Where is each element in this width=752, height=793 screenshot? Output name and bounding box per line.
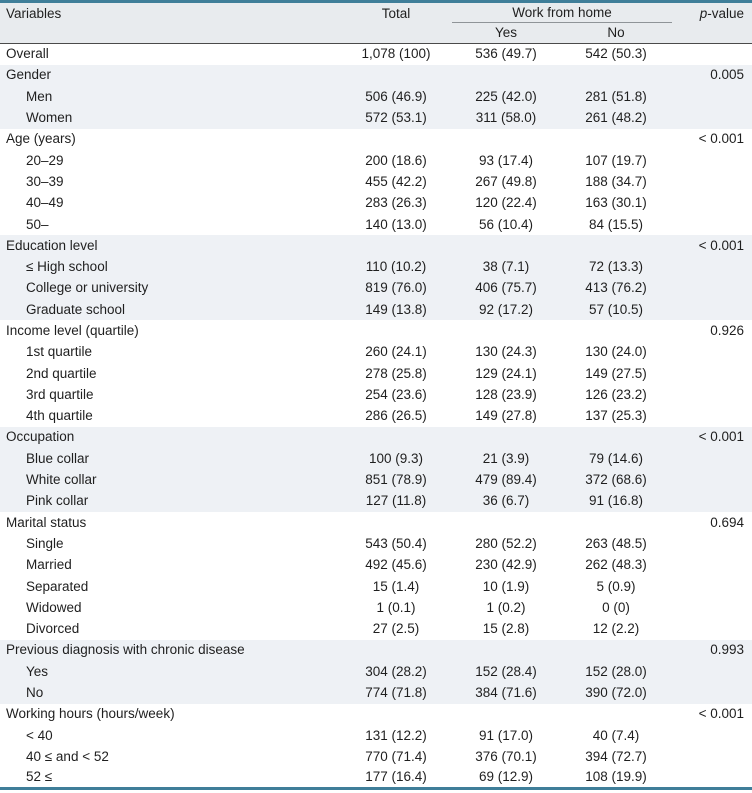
cell-yes [452, 320, 560, 341]
cell-total: 127 (11.8) [340, 491, 452, 512]
cell-yes: 129 (24.1) [475, 365, 537, 381]
cell-no: 84 (15.5) [588, 216, 644, 232]
cell-pvalue [672, 299, 752, 320]
cell-no: 57 (10.5) [560, 299, 672, 320]
cell-total: 286 (26.5) [365, 408, 427, 424]
cell-pvalue [672, 406, 752, 427]
cell-total: 278 (25.8) [365, 365, 427, 381]
cell-yes [452, 129, 560, 150]
cell-no: 79 (14.6) [560, 448, 672, 469]
cell-total: 774 (71.8) [340, 682, 452, 703]
cell-yes: 311 (58.0) [452, 107, 560, 128]
table-row [0, 65, 752, 86]
cell-total: 260 (24.1) [365, 344, 427, 360]
cell-total: 110 (10.2) [340, 256, 452, 277]
cell-yes: 120 (22.4) [475, 195, 537, 211]
cell-no: 40 (7.4) [592, 727, 640, 743]
cell-no: 188 (34.7) [585, 173, 647, 189]
cell-pvalue [672, 171, 752, 192]
row-label: Education level [0, 235, 340, 256]
cell-no [560, 129, 672, 150]
cell-total: 543 (50.4) [365, 535, 427, 551]
cell-no [560, 704, 672, 725]
cell-total [340, 129, 452, 150]
cell-no: 130 (24.0) [585, 344, 647, 360]
table-row [0, 682, 752, 703]
cell-total: 572 (53.1) [340, 107, 452, 128]
cell-yes: 230 (42.9) [475, 557, 537, 573]
yes-column-header: Yes [452, 23, 560, 44]
cell-total: 15 (1.4) [372, 578, 420, 594]
cell-yes: 15 (2.8) [482, 621, 530, 637]
cell-no: 163 (30.1) [585, 195, 647, 211]
table-row [0, 406, 752, 427]
row-label: Previous diagnosis with chronic disease [0, 640, 340, 661]
row-label: Single [26, 535, 64, 551]
cell-yes: 152 (28.4) [452, 661, 560, 682]
cell-total: 1 (0.1) [376, 599, 416, 615]
row-label: 2nd quartile [26, 365, 97, 381]
row-label: Women [0, 107, 340, 128]
table-row [0, 448, 752, 469]
cell-yes: 267 (49.8) [475, 173, 537, 189]
cell-yes: 406 (75.7) [452, 278, 560, 299]
cell-yes: 10 (1.9) [482, 578, 530, 594]
cell-pvalue [672, 682, 752, 703]
cell-pvalue [672, 256, 752, 277]
table-row [0, 746, 752, 767]
row-label: 4th quartile [26, 408, 93, 424]
cell-yes: 479 (89.4) [452, 469, 560, 490]
cell-total: 1,078 (100) [361, 46, 431, 62]
cell-total [340, 512, 452, 533]
cell-yes: 536 (49.7) [475, 46, 537, 62]
cell-total: 149 (13.8) [340, 299, 452, 320]
table-row [0, 640, 752, 661]
cell-no: 263 (48.5) [585, 535, 647, 551]
cell-pvalue: < 0.001 [698, 131, 744, 147]
cell-total: 492 (45.6) [365, 557, 427, 573]
table-row [0, 597, 752, 618]
row-label: Working hours (hours/week) [6, 706, 175, 722]
table-row [0, 533, 752, 554]
table-row [0, 768, 752, 789]
cell-yes: 376 (70.1) [475, 748, 537, 764]
cell-no: 91 (16.8) [560, 491, 672, 512]
cell-pvalue [672, 193, 752, 214]
row-label: 52 ≤ [26, 769, 53, 785]
row-label: White collar [0, 469, 340, 490]
cell-yes: 93 (17.4) [478, 152, 534, 168]
cell-pvalue [672, 278, 752, 299]
cell-no: 0 (0) [602, 599, 630, 615]
cell-pvalue [672, 533, 752, 554]
table-row [0, 704, 752, 725]
cell-yes: 69 (12.9) [478, 769, 534, 785]
cell-pvalue [672, 768, 752, 789]
cell-total: 283 (26.3) [365, 195, 427, 211]
cell-yes [452, 704, 560, 725]
cell-yes: 56 (10.4) [478, 216, 534, 232]
table-row [0, 214, 752, 235]
row-label: Divorced [26, 621, 80, 637]
table-row [0, 278, 752, 299]
cell-no: 390 (72.0) [560, 682, 672, 703]
cell-no: 5 (0.9) [596, 578, 636, 594]
cell-pvalue: 0.926 [710, 323, 744, 338]
row-label: Men [0, 86, 340, 107]
cell-yes: 92 (17.2) [452, 299, 560, 320]
table-row [0, 86, 752, 107]
row-label: No [0, 682, 340, 703]
cell-no: 262 (48.3) [585, 557, 647, 573]
cell-no: 542 (50.3) [585, 46, 647, 62]
row-label: 40–49 [26, 195, 64, 211]
variables-header: Variables [0, 2, 340, 44]
cell-no: 108 (19.9) [585, 769, 647, 785]
pvalue-header [672, 2, 752, 44]
cell-total: 819 (76.0) [340, 278, 452, 299]
table-row [0, 363, 752, 384]
table-row [0, 427, 752, 448]
cell-pvalue [672, 86, 752, 107]
cell-pvalue [672, 661, 752, 682]
table-row [0, 384, 752, 405]
cell-yes: 149 (27.8) [475, 408, 537, 424]
cell-pvalue [672, 342, 752, 363]
cell-no: 261 (48.2) [560, 107, 672, 128]
row-label: Widowed [26, 599, 82, 615]
cell-yes: 1 (0.2) [486, 599, 526, 615]
row-label: Pink collar [0, 491, 340, 512]
cell-yes: 21 (3.9) [452, 448, 560, 469]
table-row [0, 555, 752, 576]
cell-pvalue: 0.694 [710, 514, 744, 530]
total-header: Total [340, 2, 452, 44]
table-row [0, 150, 752, 171]
cell-total: 506 (46.9) [340, 86, 452, 107]
cell-yes: 38 (7.1) [452, 256, 560, 277]
cell-no [560, 427, 672, 448]
cell-no [560, 512, 672, 533]
table-row [0, 171, 752, 192]
cell-no: 72 (13.3) [560, 256, 672, 277]
pvalue-header-suffix: -value [707, 6, 744, 21]
cell-pvalue [672, 44, 752, 65]
row-label: Married [26, 557, 72, 573]
cell-yes [452, 235, 560, 256]
cell-pvalue [672, 214, 752, 235]
row-label: 50– [26, 216, 49, 232]
cell-pvalue [672, 619, 752, 640]
table-row [0, 129, 752, 150]
cell-total: 770 (71.4) [365, 748, 427, 764]
pvalue-header-p: p [699, 6, 708, 21]
cell-total: 100 (9.3) [340, 448, 452, 469]
row-label: Overall [6, 46, 49, 62]
table-row [0, 469, 752, 490]
cell-no [560, 235, 672, 256]
cell-yes: 128 (23.9) [475, 386, 537, 402]
cell-total: 254 (23.6) [365, 386, 427, 402]
cell-no [560, 65, 672, 86]
table-row [0, 576, 752, 597]
cell-total [340, 704, 452, 725]
work-from-home-header: Work from home [452, 2, 672, 23]
cell-no: 372 (68.6) [560, 469, 672, 490]
cell-no: 281 (51.8) [560, 86, 672, 107]
cell-total: 200 (18.6) [365, 152, 427, 168]
cell-total: 140 (13.0) [365, 216, 427, 232]
cell-total [340, 65, 452, 86]
cell-pvalue [672, 150, 752, 171]
cell-yes [452, 427, 560, 448]
row-label: 20–29 [26, 152, 64, 168]
cell-pvalue [672, 555, 752, 576]
cell-pvalue [672, 597, 752, 618]
cell-no: 126 (23.2) [585, 386, 647, 402]
table-row [0, 661, 752, 682]
table-row [0, 44, 752, 65]
row-label: Graduate school [0, 299, 340, 320]
row-label: Occupation [0, 427, 340, 448]
table-header [0, 2, 752, 44]
row-label: Separated [26, 578, 89, 594]
table-row [0, 512, 752, 533]
header-row-main [0, 2, 752, 23]
cell-no: 394 (72.7) [585, 748, 647, 764]
row-label: Age (years) [6, 131, 76, 147]
cell-pvalue [672, 746, 752, 767]
cell-pvalue [672, 491, 752, 512]
cell-no [560, 320, 672, 341]
cell-pvalue [672, 576, 752, 597]
cell-no: 137 (25.3) [585, 408, 647, 424]
cell-pvalue [672, 725, 752, 746]
cell-no: 107 (19.7) [585, 152, 647, 168]
row-label: Marital status [6, 514, 87, 530]
row-label: ≤ High school [0, 256, 340, 277]
cell-yes: 384 (71.6) [452, 682, 560, 703]
cell-pvalue [672, 469, 752, 490]
cell-yes [452, 512, 560, 533]
cell-pvalue: < 0.001 [672, 235, 752, 256]
table-row [0, 235, 752, 256]
cell-pvalue [672, 363, 752, 384]
table-row [0, 320, 752, 341]
row-label: Blue collar [0, 448, 340, 469]
cell-pvalue: < 0.001 [698, 706, 744, 722]
row-label: College or university [0, 278, 340, 299]
table-row [0, 491, 752, 512]
cell-pvalue [672, 384, 752, 405]
cell-pvalue [672, 107, 752, 128]
table-row [0, 342, 752, 363]
cell-total [340, 235, 452, 256]
cell-yes: 36 (6.7) [452, 491, 560, 512]
cell-no: 12 (2.2) [592, 621, 640, 637]
table-row [0, 299, 752, 320]
row-label: Income level (quartile) [6, 323, 139, 338]
cell-pvalue: 0.993 [672, 640, 752, 661]
cell-no: 413 (76.2) [560, 278, 672, 299]
no-column-header: No [560, 23, 672, 44]
row-label: < 40 [26, 727, 53, 743]
cell-total: 304 (28.2) [340, 661, 452, 682]
cell-no: 152 (28.0) [560, 661, 672, 682]
cell-yes: 91 (17.0) [478, 727, 534, 743]
cell-total: 27 (2.5) [372, 621, 420, 637]
row-label: 3rd quartile [26, 386, 94, 402]
table-body [0, 44, 752, 789]
cell-no: 149 (27.5) [585, 365, 647, 381]
row-label: 30–39 [26, 173, 64, 189]
cell-yes [452, 65, 560, 86]
cell-pvalue [672, 448, 752, 469]
cell-yes: 130 (24.3) [475, 344, 537, 360]
cell-no [560, 640, 672, 661]
row-label: Gender [0, 65, 340, 86]
table-row [0, 193, 752, 214]
row-label: Yes [0, 661, 340, 682]
row-label: 1st quartile [26, 344, 93, 360]
row-label: 40 ≤ and < 52 [26, 748, 109, 764]
table-row [0, 619, 752, 640]
cell-pvalue: 0.005 [672, 65, 752, 86]
cell-total: 455 (42.2) [365, 173, 427, 189]
cell-total [340, 320, 452, 341]
cell-pvalue: < 0.001 [672, 427, 752, 448]
cell-total [340, 427, 452, 448]
cell-yes: 280 (52.2) [475, 535, 537, 551]
cell-total: 851 (78.9) [340, 469, 452, 490]
cell-yes [452, 640, 560, 661]
table-row [0, 107, 752, 128]
table-row [0, 725, 752, 746]
cell-yes: 225 (42.0) [452, 86, 560, 107]
cell-total: 177 (16.4) [365, 769, 427, 785]
table-row [0, 256, 752, 277]
cell-total: 131 (12.2) [365, 727, 427, 743]
cell-total [340, 640, 452, 661]
